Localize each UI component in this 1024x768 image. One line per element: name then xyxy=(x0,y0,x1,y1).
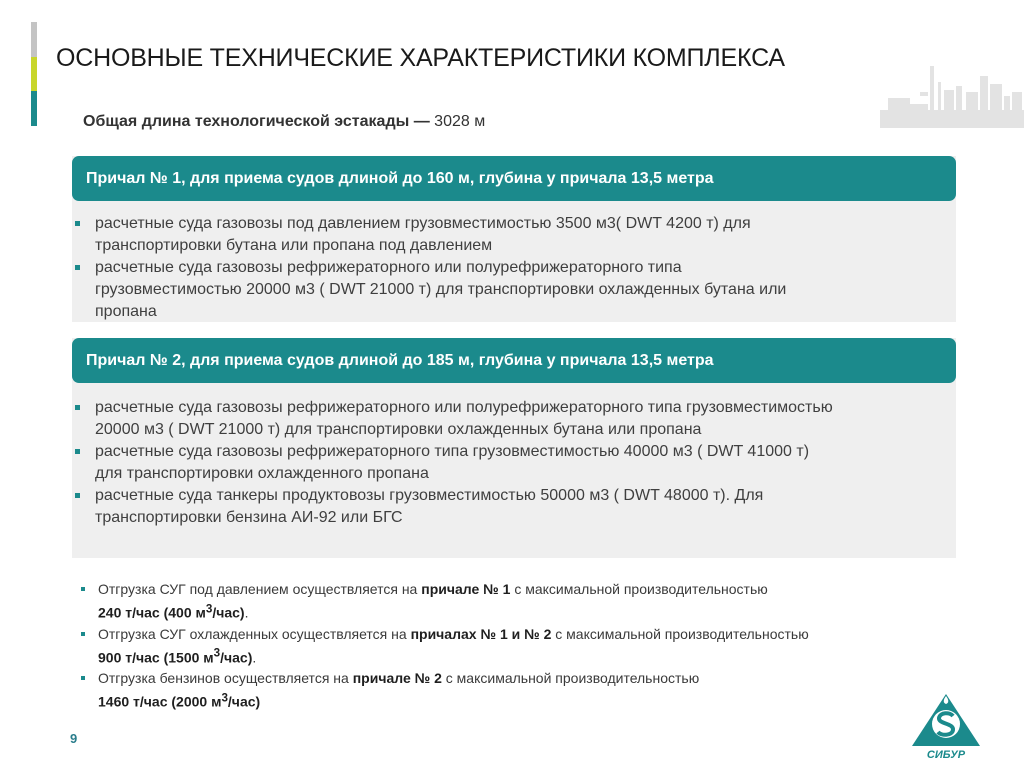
list-item: расчетные суда газовозы рефрижераторного или полурефрижераторного типа грузовместимостью 20000 м3 ( DWT 21000 т) для транспортировки охлажденных бутана или пропана xyxy=(72,257,786,323)
bullet-icon xyxy=(75,493,80,498)
list-item: расчетные суда газовозы рефрижераторного или полурефрижераторного типа грузовместимостью 20000 м3 ( DWT 21000 т) для транспортировки охлажденных бутана или пропана xyxy=(72,397,833,441)
list-item: расчетные суда газовозы рефрижераторного типа грузовместимостью 40000 м3 ( DWT 41000 т) для транспортировки охлажденного пропана xyxy=(72,441,833,485)
bullet-icon xyxy=(75,405,80,410)
accent-bar-lime xyxy=(31,57,37,92)
bullet-icon xyxy=(81,676,85,680)
sibur-logo xyxy=(910,690,982,760)
bullet-icon xyxy=(81,587,85,591)
berth-2-header: Причал № 2, для приема судов длиной до 185 м, глубина у причала 13,5 метра xyxy=(72,338,956,383)
note-item: Отгрузка бензинов осуществляется на причале № 2 с максимальной производительностью 1460 т/час (2000 $м^3/час$) xyxy=(80,669,940,712)
trestle-length-value: 3028 м xyxy=(434,113,486,130)
bullet-icon xyxy=(81,632,85,636)
berth-2-list xyxy=(72,397,833,529)
note-item: Отгрузка СУГ под давлением осуществляется на причале № 1 с максимальной производительностью 240 т/час (400 $м^3/час$). xyxy=(80,580,940,623)
berth-1-header: Причал № 1, для приема судов длиной до 160 м, глубина у причала 13,5 метра xyxy=(72,156,956,201)
list-item: расчетные суда танкеры продуктовозы грузовместимостью 50000 м3 ( DWT 48000 т). Для транспортировки бензина АИ-92 или БГС xyxy=(72,485,833,529)
bullet-icon xyxy=(75,449,80,454)
accent-bar-teal xyxy=(31,91,37,126)
sibur-logo-text: СИБУР xyxy=(926,749,966,760)
shipment-notes xyxy=(80,580,940,714)
accent-bar-gray xyxy=(31,22,37,57)
accent-bar xyxy=(31,22,37,126)
page-title: ОСНОВНЫЕ ТЕХНИЧЕСКИЕ ХАРАКТЕРИСТИКИ КОМПЛЕКСА xyxy=(56,44,785,72)
berth-1-list xyxy=(72,213,786,323)
berth-2-block xyxy=(72,338,956,558)
trestle-length xyxy=(83,113,485,131)
note-item: Отгрузка СУГ охлажденных осуществляется на причалах № 1 и № 2 с максимальной производительностью 900 т/час (1500 $м^3/час$). xyxy=(80,625,940,668)
page-number: 9 xyxy=(70,731,78,746)
berth-1-block xyxy=(72,156,956,322)
bullet-icon xyxy=(75,221,80,226)
trestle-length-label: Общая длина технологической эстакады — xyxy=(83,113,430,130)
factory-silhouette-icon xyxy=(880,62,1024,128)
list-item: расчетные суда газовозы под давлением грузовместимостью 3500 м3( DWT 4200 т) для транспортировки бутана или пропана под давлением xyxy=(72,213,786,257)
bullet-icon xyxy=(75,265,80,270)
